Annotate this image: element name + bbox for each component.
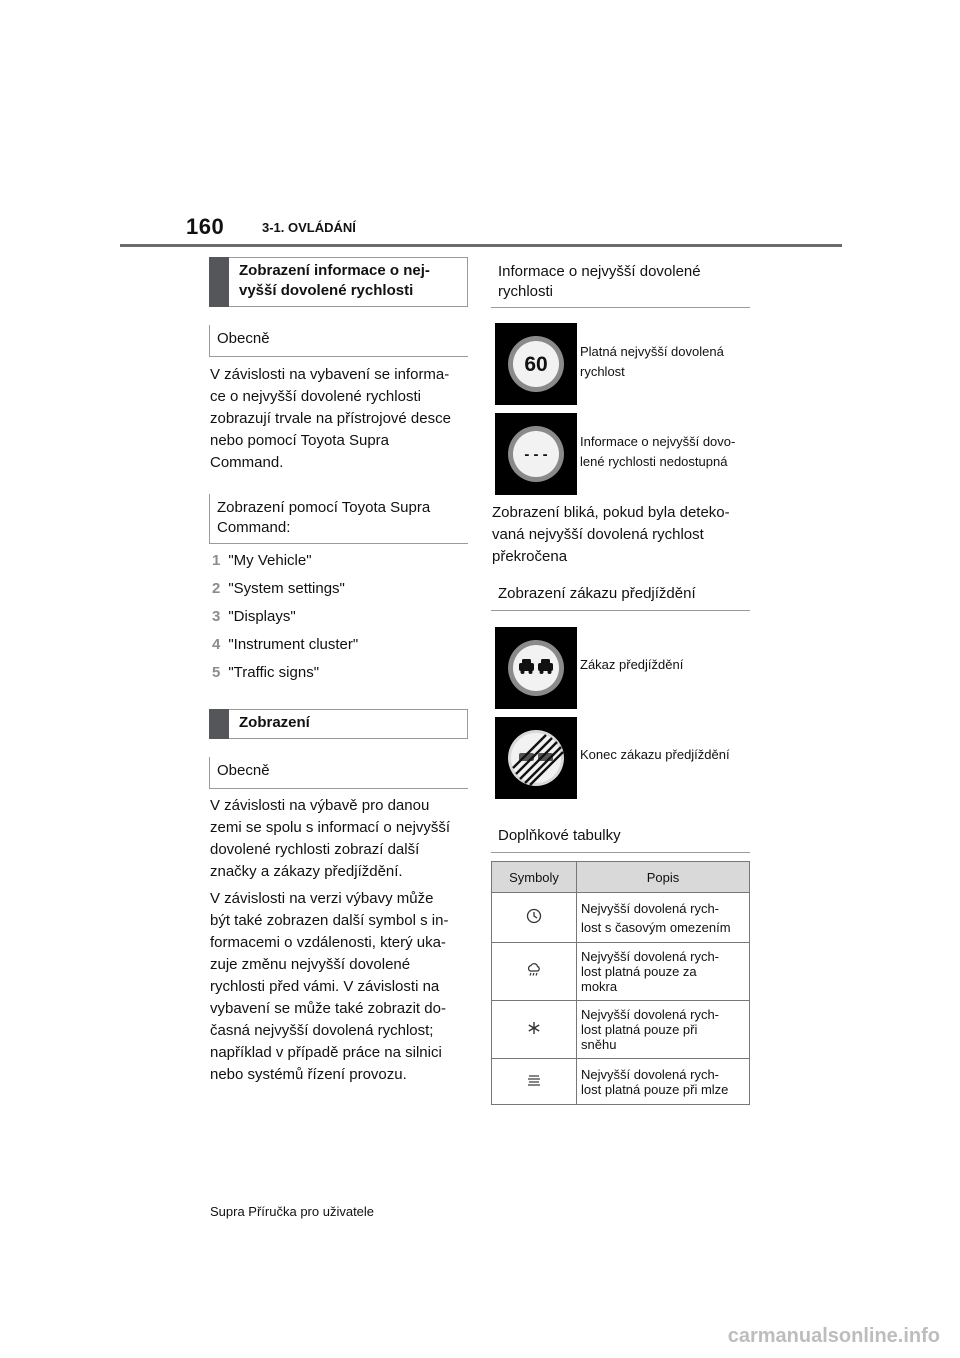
step-text: "Displays"	[228, 608, 296, 625]
step-item	[212, 607, 296, 627]
heading-line: rychlosti	[498, 283, 554, 300]
step-item	[212, 663, 319, 683]
sign-caption	[580, 342, 724, 382]
subheading-general: Obecně	[209, 325, 468, 357]
chapter-title: 3-1. OVLÁDÁNÍ	[262, 220, 356, 235]
watermark: carmanualsonline.info	[727, 1325, 940, 1347]
subheading-line: Command:	[217, 519, 291, 536]
text-line: V závislosti na verzi výbavy může	[210, 890, 434, 907]
heading-line: Zobrazení informace o nej-	[239, 262, 430, 279]
table-cell-description	[577, 893, 750, 943]
text-line: být také zobrazen další symbol s in-	[210, 912, 449, 929]
caption-line: lené rychlosti nedostupná	[580, 454, 728, 469]
desc-line: lost s časovým omezením	[581, 919, 731, 935]
step-number: 4	[212, 636, 221, 653]
text-line: zemi se spolu s informací o nejvyšší	[210, 819, 451, 836]
table-header-row	[492, 862, 750, 893]
caption-line: Informace o nejvyšší dovo-	[580, 434, 736, 449]
heading-no-overtaking: Zobrazení zákazu předjíždění	[491, 580, 750, 611]
step-text: "My Vehicle"	[228, 552, 312, 569]
table-row	[492, 1001, 750, 1059]
heading-speed-limit-info	[491, 258, 750, 308]
table-cell-description	[577, 1001, 750, 1059]
desc-line: Nejvyšší dovolená rych-	[581, 1066, 719, 1082]
unavailable-value: - - -	[524, 446, 548, 463]
text-line: Zobrazení bliká, pokud byla deteko-	[492, 504, 730, 521]
desc-line: Nejvyšší dovolená rych-	[581, 949, 719, 964]
step-number: 5	[212, 664, 221, 681]
step-number: 1	[212, 552, 221, 569]
desc-line: mokra	[581, 979, 618, 994]
paragraph-speed-info-general	[210, 364, 472, 474]
text-line: časná nejvyšší dovolená rychlost;	[210, 1022, 434, 1039]
rain-cloud-icon	[492, 943, 577, 1001]
fog-icon	[492, 1059, 577, 1105]
text-line: ce o nejvyšší dovolené rychlosti	[210, 388, 421, 405]
subheading-general: Obecně	[209, 757, 468, 789]
caption-line: Platná nejvyšší dovolená	[580, 344, 724, 359]
sign-caption: Zákaz předjíždění	[580, 657, 684, 672]
table-row	[492, 943, 750, 1001]
text-line: Command.	[210, 454, 284, 471]
desc-line: Nejvyšší dovolená rych-	[581, 900, 719, 916]
desc-line: lost platná pouze za	[581, 964, 697, 979]
desc-line: lost platná pouze při mlze	[581, 1081, 729, 1097]
paragraph-display-general	[210, 795, 472, 883]
supplementary-table	[491, 861, 750, 1105]
speed-limit-60-sign	[495, 323, 577, 405]
step-text: "System settings"	[228, 580, 345, 597]
speed-value: 60	[524, 353, 548, 376]
desc-line: sněhu	[581, 1037, 617, 1052]
table-cell-description	[577, 943, 750, 1001]
desc-line: Nejvyšší dovolená rych-	[581, 1007, 719, 1022]
text-line: rychlosti před vámi. V závislosti na	[210, 978, 440, 995]
speed-limit-unavailable-sign	[495, 413, 577, 495]
caption-line: rychlost	[580, 364, 625, 379]
sign-caption: Konec zákazu předjíždění	[580, 747, 730, 762]
text-line: například v případě práce na silnici	[210, 1044, 442, 1061]
heading-line: vyšší dovolené rychlosti	[239, 282, 414, 299]
sign-caption	[580, 432, 735, 472]
column-header: Symboly	[492, 862, 577, 893]
step-text: "Traffic signs"	[228, 664, 320, 681]
text-line: překročena	[492, 548, 568, 565]
text-line: zobrazují trvale na přístrojové desce	[210, 410, 451, 427]
section-heading-speed-info	[209, 257, 468, 307]
step-number: 2	[212, 580, 221, 597]
subheading-line: Zobrazení pomocí Toyota Supra	[217, 499, 431, 516]
step-item	[212, 551, 312, 571]
subheading-display-command	[209, 494, 468, 544]
text-line: nebo systémů řízení provozu.	[210, 1066, 407, 1083]
heading-line: Informace o nejvyšší dovolené	[498, 263, 701, 280]
clock-icon	[492, 893, 577, 943]
header-rule	[120, 244, 842, 247]
footer-text: Supra Příručka pro uživatele	[210, 1204, 375, 1219]
table-cell-description	[577, 1059, 750, 1105]
text-line: V závislosti na vybavení se informa-	[210, 366, 450, 383]
paragraph-blinking-note	[492, 502, 754, 568]
table-row	[492, 1059, 750, 1105]
text-line: formacemi o vzdálenosti, který uka-	[210, 934, 446, 951]
text-line: dovolené rychlosti zobrazí další	[210, 841, 420, 858]
section-heading-display: Zobrazení	[209, 709, 468, 739]
text-line: nebo pomocí Toyota Supra	[210, 432, 390, 449]
text-line: V závislosti na výbavě pro danou	[210, 797, 430, 814]
step-item	[212, 635, 358, 655]
text-line: vybavení se může také zobrazit do-	[210, 1000, 446, 1017]
text-line: vaná nejvyšší dovolená rychlost	[492, 526, 704, 543]
end-no-overtaking-sign	[495, 717, 577, 799]
step-text: "Instrument cluster"	[228, 636, 359, 653]
no-overtaking-sign	[495, 627, 577, 709]
table-row	[492, 893, 750, 943]
heading-supplementary: Doplňkové tabulky	[491, 822, 750, 853]
paragraph-display-version	[210, 888, 472, 1086]
text-line: zuje změnu nejvyšší dovolené	[210, 956, 411, 973]
page-number: 160	[186, 214, 225, 239]
text-line: značky a zákazy předjíždění.	[210, 863, 403, 880]
snowflake-icon	[492, 1001, 577, 1059]
desc-line: lost platná pouze při	[581, 1022, 698, 1037]
column-header: Popis	[577, 862, 750, 893]
step-item	[212, 579, 345, 599]
step-number: 3	[212, 608, 221, 625]
